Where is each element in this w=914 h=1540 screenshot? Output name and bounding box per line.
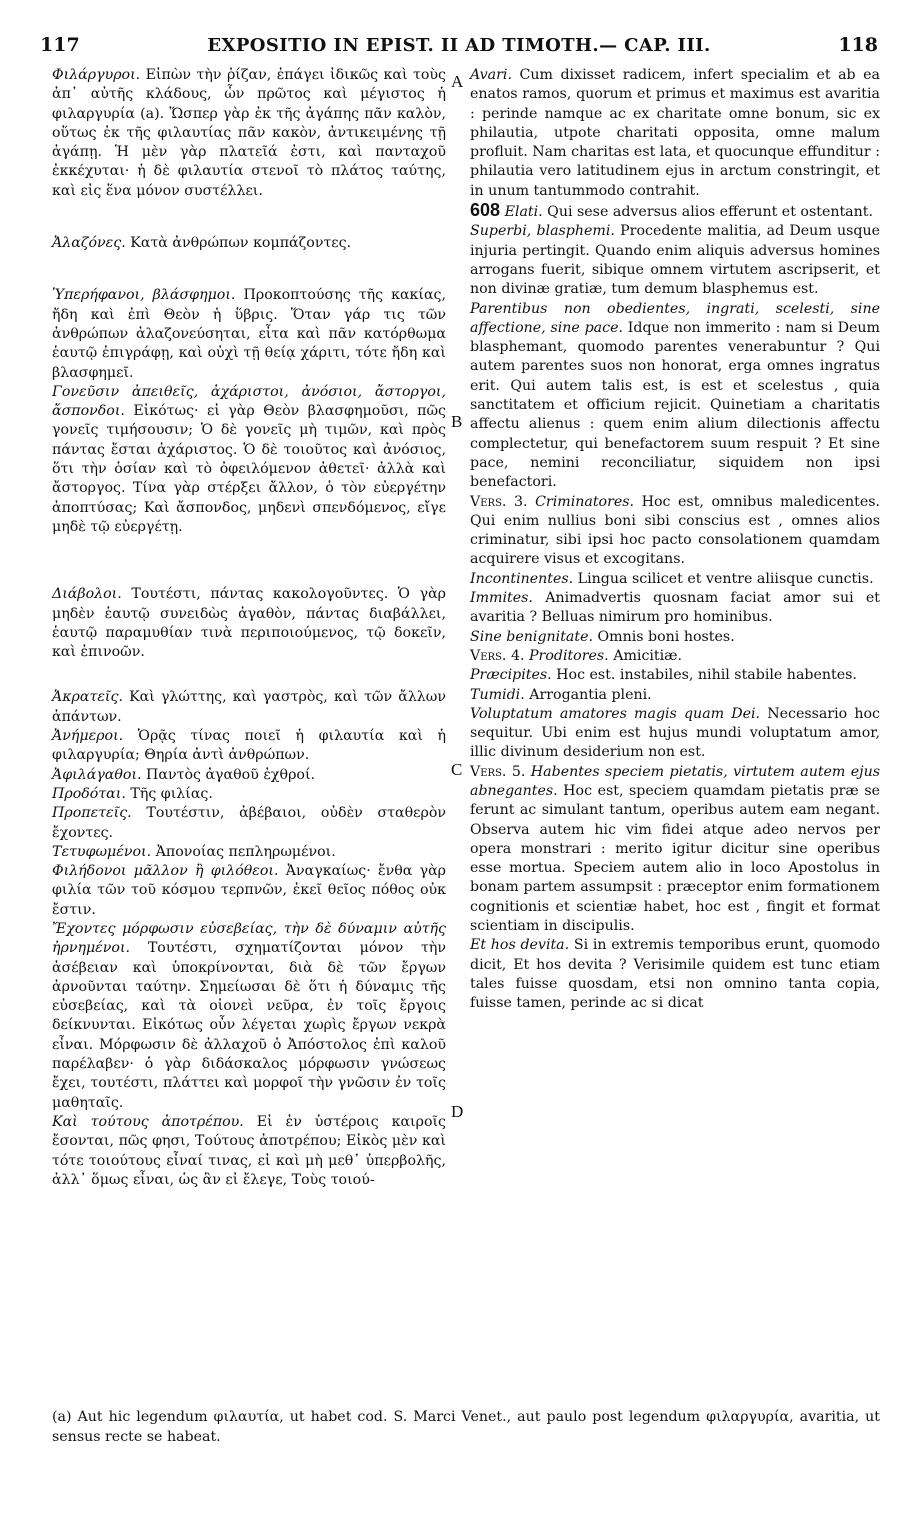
greek-paragraph: Φιλήδονοι μᾶλλον ἢ φιλόθεοι. Ἀναγκαίως· ἔνθα γὰρ φιλία τῶν τοῦ κόσμου τερπνῶν, ἐκεῖ θεῖος πόθος οὐκ ἔστιν.	[52, 863, 446, 918]
footnote-text: Aut hic legendum φιλαυτία, ut habet cod. S. Marci Venet., aut paulo post legendum φιλαργυρία, avaritia, ut sensus recte se habeat.	[52, 1409, 880, 1445]
greek-lemma: Προπετεῖς.	[52, 805, 132, 822]
greek-paragraph: Γονεῦσιν ἀπειθεῖς, ἀχάριστοι, ἀνόσιοι, ἄστοργοι, ἄσπονδοι. Εἰκότως· εἰ γὰρ Θεὸν βλασφημοῦσι, πῶς γονεῖς τιμήσουσιν; Ὁ δὲ γονεῖς μὴ τιμῶν, καὶ πρὸς πάντας ἔσται ἀχάριστος. Ὁ δὲ τοιοῦτος καὶ ἀνόσιος, ὅτι τὴν ὁσίαν καὶ τὸ ὀφειλόμενον ἀθετεῖ· ἀλλὰ καὶ ἄστοργος. Τίνα γὰρ στέρξει ἄλλον, ὁ τὸν εὐεργέτην ἀποπτύσας; Καὶ ἄσπονδος, μηδενὶ σπενδόμενος, εἴγε μηδὲ τῷ εὐεργέτῃ.	[52, 383, 446, 535]
page-number-left: 117	[40, 34, 80, 56]
latin-lemma: Parentibus non obedientes, ingrati, scelesti, sine affectione, sine pace.	[470, 300, 880, 336]
latin-lemma: Sine benignitate.	[470, 628, 593, 645]
greek-lemma: Τετυφωμένοι.	[52, 843, 152, 860]
greek-lemma: Διάβολοι.	[52, 586, 122, 603]
greek-lemma: Ὑπερήφανοι, βλάσφημοι.	[52, 287, 236, 304]
latin-lemma: Criminatores.	[527, 493, 635, 510]
greek-paragraph: Προδόται. Τῆς φιλίας.	[52, 785, 213, 802]
latin-paragraph: Parentibus non obedientes, ingrati, scelesti, sine affectione, sine pace. Idque non immerito : nam si Deum blasphemant, quomodo parentes venerabuntur ? Qui autem parentes suos non honorat, erga omnes ingratus erit. Qui autem talis est, is est et scelestus , quia sanctitatem et officium rejicit. Quinetiam a charitatis affectu alienus : quem enim alium dilectionis affectu complectetur, qui benefactorem suum respuit ? Et sine pace, nemini reconciliatur, siquidem non ipsi benefactori.	[470, 300, 880, 491]
greek-paragraph: Ἀνήμεροι. Ὁρᾷς τίνας ποιεῖ ἡ φιλαυτία καὶ ἡ φιλαργυρία; Θηρία ἀντὶ ἀνθρώπων.	[52, 728, 446, 764]
running-title: EXPOSITIO IN EPIST. II AD TIMOTH.— CAP. III.	[207, 35, 711, 56]
latin-paragraph: Immites. Animadvertis quosnam faciat amor sui et avaritia ? Belluas nimirum pro hominibus.	[470, 590, 880, 626]
latin-paragraph: Superbi, blasphemi. Procedente malitia, ad Deum usque injuria pertingit. Quando enim aliquis adversus homines arrogans fuerit, sibique omnem virtutem ascripserit, et non divinæ gratiæ, tum demum blasphemus est.	[470, 223, 881, 298]
greek-lemma: Ἀνήμεροι.	[52, 728, 124, 745]
verse-number: Vers. 4.	[470, 647, 525, 664]
latin-column	[470, 66, 880, 1014]
latin-lemma: Incontinentes.	[470, 570, 574, 587]
greek-paragraph: Ἔχοντες μόρφωσιν εὐσεβείας, τὴν δὲ δύναμιν αὐτῆς ἠρνημένοι. Τουτέστι, σχηματίζονται μόνον τὴν ἀσέβειαν καὶ ὑποκρίνονται, διὰ δὲ τῶν ἔργων ἀρνοῦνται ταύτην. Σημείωσαι δὲ ὅτι ἡ δύναμις τῆς εὐσεβείας, καὶ τὰ οἱονεὶ νεῦρα, ἐν τοῖς ἔργοις δείκνυνται. Εἰκότως οὖν λέγεται χωρὶς ἔργων νεκρὰ εἶναι. Μόρφωσιν δὲ ἀλλαχοῦ ὁ Ἀπόστολος ἐπὶ καλοῦ παρέλαβεν· ὁ γὰρ διδάσκαλος μόρφωσιν γνώσεως ἔχει, τουτέστι, πλάττει καὶ μορφοῖ τὴν γνῶσιν ἐν τοῖς μαθηταῖς.	[52, 920, 446, 1111]
greek-lemma: Γονεῦσιν ἀπειθεῖς, ἀχάριστοι, ἀνόσιοι, ἄστοργοι, ἄσπονδοι.	[52, 383, 446, 420]
greek-lemma: Προδόται.	[52, 785, 126, 802]
greek-paragraph: Ὑπερήφανοι, βλάσφημοι. Προκοπτούσης τῆς κακίας, ἤδη καὶ ἐπὶ Θεὸν ἡ ὕβρις. Ὅταν γάρ τις τῶν ἀνθρώπων ἀλαζονεύσηται, εἶτα καὶ πᾶν κατόρθωμα ἑαυτῷ ἐπιγράφῃ, καὶ οὐχὶ τῇ θείᾳ χάριτι, τότε ἤδη καὶ βλασφημεῖ.	[52, 287, 447, 381]
verse-number: Vers. 5.	[470, 763, 526, 780]
latin-lemma: Habentes speciem pietatis, virtutem autem ejus abnegantes.	[470, 763, 880, 799]
latin-paragraph: Avari. Cum dixisset radicem, infert specialim et ab ea enatos ramos, quorum et primus et maximus est avaritia : perinde namque ac ex charitate omne bonum, sic ex philautia, utpote charitati opposita, omne malum profluit. Nam charitas est lata, et quocunque effunditur : philautia vero latitudinem ejus in arctum constringit, et in unum tantummodo contrahit.	[470, 67, 880, 199]
latin-paragraph: Tumidi. Arrogantia pleni.	[470, 686, 652, 703]
latin-paragraph: Præcipites. Hoc est. instabiles, nihil stabile habentes.	[470, 667, 857, 684]
greek-paragraph: Ἀκρατεῖς. Καὶ γλώττης, καὶ γαστρὸς, καὶ τῶν ἄλλων ἁπάντων.	[52, 689, 446, 725]
greek-paragraph: Τετυφωμένοι. Ἀπονοίας πεπληρωμένοι.	[52, 843, 336, 860]
latin-paragraph: Et hos devita. Si in extremis temporibus erunt, quomodo dicit, Et hos devita ? Verisimile quidem est tunc etiam tales fuisse quosdam, etsi non omnino tanta copia, fuisse tamen, perinde ac si dicat	[470, 937, 880, 1012]
page-header	[40, 34, 878, 62]
latin-paragraph: Incontinentes. Lingua scilicet et ventre aliisque cunctis.	[470, 570, 874, 587]
latin-lemma: Proditores.	[524, 647, 609, 664]
greek-lemma: Φιλήδονοι μᾶλλον ἢ φιλόθεοι.	[52, 863, 279, 880]
latin-paragraph: Vers. 4. Proditores. Amicitiæ.	[470, 647, 683, 664]
latin-lemma: Voluptatum amatores magis quam Dei.	[470, 705, 761, 722]
greek-paragraph: Ἀλαζόνες. Κατὰ ἀνθρώπων κομπάζοντες.	[52, 235, 352, 252]
latin-paragraph: Vers. 5. Habentes speciem pietatis, virtutem autem ejus abnegantes. Hoc est, speciem quamdam pietatis præ se ferunt ac simulant tantum, operibus autem eam negant. Observa autem hic vim fidei atque adeo nervos per opera monstrari : merito igitur dicitur sine operibus esse mortua. Speciem autem alio in loco Apostolus in bonam partem assumpsit : præceptor enim formationem cognitionis et scientiæ habet, hoc est , fingit et format scientiam in discipulis.	[470, 763, 880, 935]
latin-lemma: Tumidi.	[470, 686, 525, 703]
greek-column	[52, 66, 446, 1190]
latin-paragraph: 608 Elati. Qui sese adversus alios efferunt et ostentant.	[470, 200, 873, 221]
greek-lemma: Ἔχοντες μόρφωσιν εὐσεβείας, τὴν δὲ δύναμιν αὐτῆς ἠρνημένοι.	[52, 920, 446, 957]
margin-letter: A	[451, 72, 464, 91]
page-number-right: 118	[838, 34, 878, 56]
latin-paragraph: Voluptatum amatores magis quam Dei. Necessario hoc sequitur. Ubi enim est hujus mundi voluptatum amor, illic divinum desiderium non est.	[470, 705, 880, 761]
latin-paragraph: Vers. 3. Criminatores. Hoc est, omnibus maledicentes. Qui enim nullius boni sibi conscius est , omnes alios criminatur, sibi ipsi hoc pacto consolationem quamdam acquirere visus et excogitans.	[470, 493, 881, 568]
greek-lemma: Ἀλαζόνες.	[52, 235, 126, 252]
latin-lemma: Avari.	[470, 67, 512, 83]
latin-lemma: Et hos devita.	[470, 937, 570, 954]
footnote-mark: (a)	[52, 1409, 72, 1425]
greek-lemma: Ἀφιλάγαθοι.	[52, 766, 142, 783]
latin-lemma: Præcipites.	[470, 667, 552, 684]
margin-letter: B	[451, 412, 463, 431]
margin-letter: D	[451, 1102, 464, 1121]
column-number: 608	[470, 200, 501, 221]
greek-lemma: Ἀκρατεῖς.	[52, 689, 123, 706]
margin-letter: C	[451, 760, 463, 779]
latin-lemma: Immites.	[470, 590, 533, 607]
latin-lemma: Superbi, blasphemi.	[470, 223, 615, 240]
greek-paragraph: Φιλάργυροι. Εἰπὼν τὴν ῥίζαν, ἐπάγει ἰδικῶς καὶ τοὺς ἀπ᾽ αὐτῆς κλάδους, ὧν πρῶτος καὶ μέγιστος ἡ φιλαργυρία (a). Ὥσπερ γὰρ ἐκ τῆς ἀγάπης πᾶν καλὸν, οὕτως ἐκ τῆς φιλαυτίας πᾶν κακὸν, ἀντικειμένης τῇ ἀγάπῃ. Ἡ μὲν γὰρ πλατεῖά ἐστι, καὶ πανταχοῦ ἐκκέχυται· ἡ δὲ φιλαυτία στενοῖ τὸ πλάτος ταύτης, καὶ εἰς ἕνα μόνον συστέλλει.	[52, 67, 446, 199]
greek-paragraph: Καὶ τούτους ἀποτρέπου. Εἰ ἐν ὑστέροις καιροῖς ἔσονται, πῶς φησι, Τούτους ἀποτρέπου; Εἰκὸς μὲν καὶ τότε τοιούτους εἶναί τινας, εἰ καὶ μὴ μεθ᾽ ὑπερβολῆς, ἀλλ᾽ ὅμως εἶναι, ὡς ἂν εἰ ἔλεγε, Τοὺς τοιού-	[52, 1113, 446, 1188]
greek-paragraph: Διάβολοι. Τουτέστι, πάντας κακολογοῦντες. Ὁ γὰρ μηδὲν ἑαυτῷ συνειδὼς ἀγαθὸν, πάντας διαβάλλει, ἑαυτῷ παραμυθίαν τινὰ περιποιούμενος, τῷ δοκεῖν, καὶ ἐπινοῶν.	[52, 586, 446, 661]
footnote	[52, 1407, 880, 1447]
latin-lemma: Elati.	[504, 204, 543, 221]
greek-paragraph: Ἀφιλάγαθοι. Παντὸς ἀγαθοῦ ἐχθροί.	[52, 766, 316, 783]
greek-lemma: Φιλάργυροι.	[52, 67, 141, 83]
latin-paragraph: Sine benignitate. Omnis boni hostes.	[470, 628, 735, 645]
verse-number: Vers. 3.	[470, 493, 528, 510]
greek-lemma: Καὶ τούτους ἀποτρέπου.	[52, 1113, 244, 1130]
greek-paragraph: Προπετεῖς. Τουτέστιν, ἀβέβαιοι, οὐδὲν σταθερὸν ἔχοντες.	[52, 805, 446, 841]
